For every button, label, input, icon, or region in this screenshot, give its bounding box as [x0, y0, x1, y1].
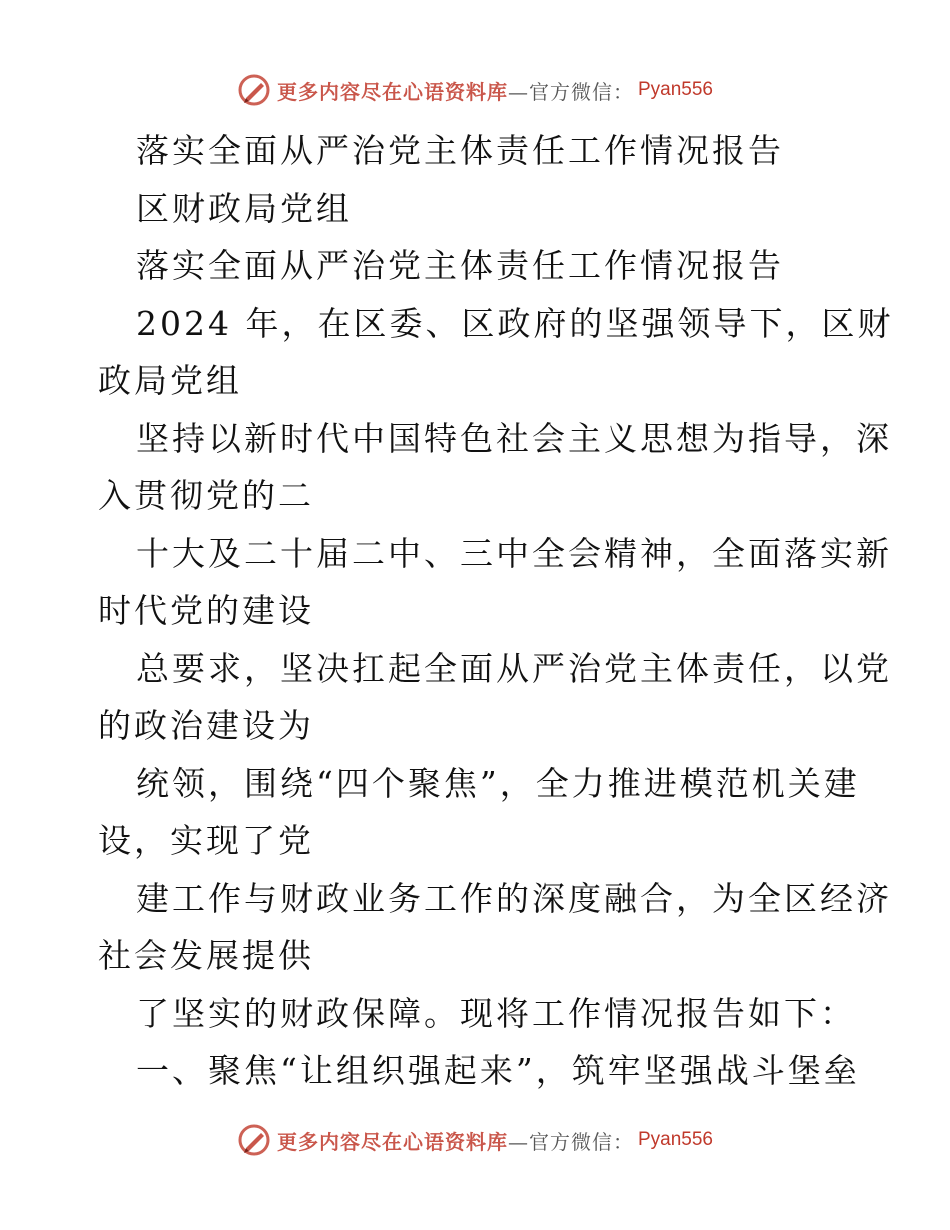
doc-line: 一、聚焦“让组织强起来”，筑牢坚强战斗堡垒	[136, 1051, 860, 1090]
pen-logo-icon	[237, 1123, 271, 1157]
doc-line: 建工作与财政业务工作的深度融合，为全区经济	[136, 878, 892, 918]
doc-line: 总要求，坚决扛起全面从严治党主体责任，以党	[136, 648, 892, 688]
watermark-site-text: 更多内容尽在心语资料库	[276, 79, 508, 104]
header-watermark	[0, 70, 950, 110]
doc-line: 2024 年，在区委、区政府的坚强领导下，区财	[136, 303, 894, 343]
watermark-separator: —官方微信：	[507, 1129, 634, 1154]
doc-line: 十大及二十届二中、三中全会精神，全面落实新	[136, 533, 892, 573]
document-body	[98, 122, 894, 1100]
doc-line: 入贯彻党的二	[98, 476, 314, 515]
watermark-wechat-id: Pyan556	[637, 79, 713, 100]
doc-line: 的政治建设为	[98, 706, 314, 745]
pen-logo-icon	[237, 73, 271, 107]
doc-line: 了坚实的财政保障。现将工作情况报告如下：	[136, 993, 856, 1033]
watermark-wechat-id: Pyan556	[637, 1129, 713, 1150]
watermark-site-text: 更多内容尽在心语资料库	[276, 1129, 508, 1154]
doc-line: 区财政局党组	[136, 188, 352, 228]
doc-line: 时代党的建设	[98, 591, 314, 630]
doc-line: 落实全面从严治党主体责任工作情况报告	[136, 131, 784, 170]
doc-line: 设，实现了党	[98, 821, 314, 860]
footer-watermark	[0, 1120, 950, 1160]
doc-line: 落实全面从严治党主体责任工作情况报告	[136, 246, 784, 285]
doc-line: 坚持以新时代中国特色社会主义思想为指导，深	[136, 418, 892, 458]
doc-line: 政局党组	[98, 361, 242, 400]
doc-line: 统领，围绕“四个聚焦”，全力推进模范机关建	[136, 763, 860, 803]
watermark-separator: —官方微信：	[507, 79, 634, 104]
doc-line: 社会发展提供	[98, 936, 314, 975]
